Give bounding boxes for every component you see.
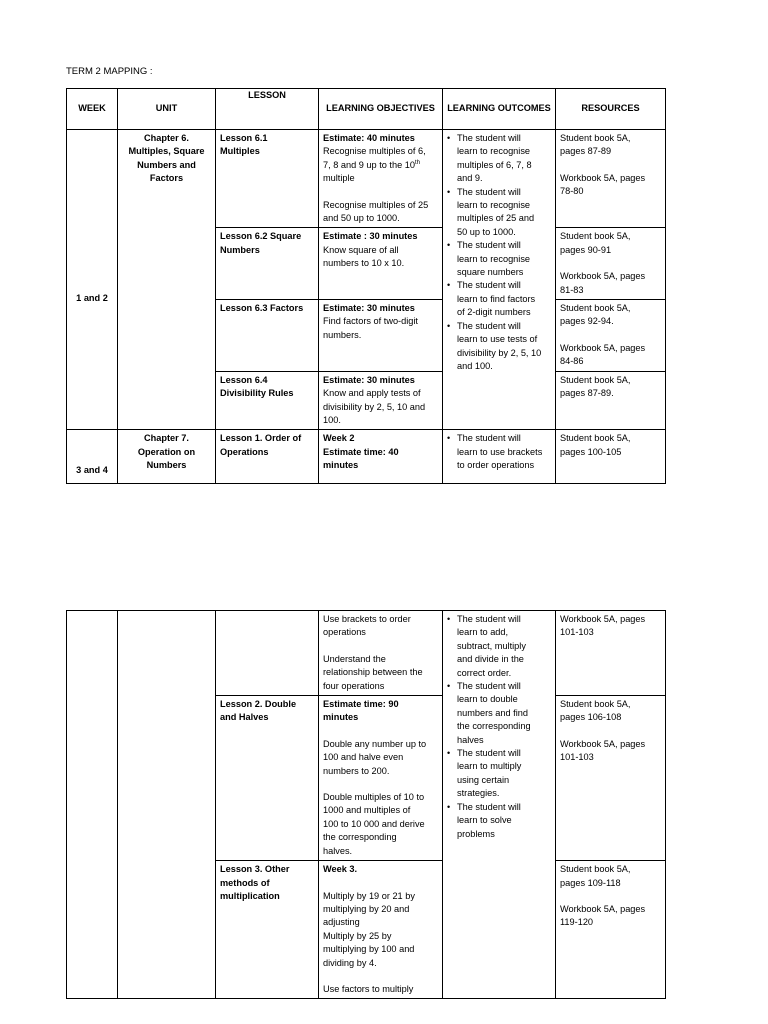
lesson-cell (216, 611, 319, 696)
lesson-cell: Lesson 6.3 Factors (216, 300, 319, 372)
header-resources: RESOURCES (556, 89, 666, 130)
objectives-cell: Estimate time: 90 minutes Double any number up to 100 and halve even numbers to 200. Double multiples of 10 to 1000 and multiples of 100 to 10 000 and derive the corresponding halves. (319, 696, 443, 861)
resources-cell: Student book 5A, pages 87-89. (556, 371, 666, 430)
header-week: WEEK (67, 89, 118, 130)
header-unit: UNIT (118, 89, 216, 130)
list-item: • The student will learn to recognise multiples of 6, 7, 8 and 9. (457, 132, 551, 186)
week-cell: 1 and 2 (67, 130, 118, 430)
header-lesson: LESSON (216, 89, 319, 130)
resources-cell: Student book 5A, pages 87-89 Workbook 5A, pages 78-80 (556, 130, 666, 228)
unit-cell (118, 611, 216, 999)
outcomes-cell (443, 611, 556, 999)
header-objectives: LEARNING OBJECTIVES (319, 89, 443, 130)
outcomes-cell (443, 430, 556, 484)
list-item: • The student will learn to add, subtract, multiply and divide in the correct order. (457, 613, 551, 680)
lesson-cell: Lesson 2. Double and Halves (216, 696, 319, 861)
outcomes-cell (443, 130, 556, 430)
table-row (67, 430, 666, 484)
unit-cell: Chapter 7. Operation on Numbers (118, 430, 216, 484)
list-item: • The student will learn to solve problems (457, 801, 551, 841)
lesson-cell: Lesson 6.1 Multiples (216, 130, 319, 228)
week-cell: 3 and 4 (67, 430, 118, 484)
objectives-cell: Use brackets to order operations Understand the relationship between the four operations (319, 611, 443, 696)
objectives-cell: Week 2 Estimate time: 40 minutes (319, 430, 443, 484)
continuation-table (66, 610, 666, 999)
resources-cell: Student book 5A, pages 109-118 Workbook 5A, pages 119-120 (556, 861, 666, 999)
resources-cell: Student book 5A, pages 92-94. Workbook 5A, pages 84-86 (556, 300, 666, 372)
lesson-cell: Lesson 1. Order of Operations (216, 430, 319, 484)
list-item: • The student will learn to find factors of 2-digit numbers (457, 279, 551, 319)
list-item: • The student will learn to recognise multiples of 25 and 50 up to 1000. (457, 186, 551, 240)
lesson-cell: Lesson 6.4 Divisibility Rules (216, 371, 319, 430)
list-item: • The student will learn to multiply using certain strategies. (457, 747, 551, 801)
list-item: • The student will learn to recognise square numbers (457, 239, 551, 279)
objectives-cell: Estimate: 30 minutes Find factors of two-digit numbers. (319, 300, 443, 372)
table-row (67, 130, 666, 228)
week-cell (67, 611, 118, 999)
unit-cell: Chapter 6. Multiples, Square Numbers and Factors (118, 130, 216, 430)
objectives-cell: Estimate: 30 minutes Know and apply tests of divisibility by 2, 5, 10 and 100. (319, 371, 443, 430)
term-mapping-table (66, 88, 666, 484)
objectives-cell: Estimate: 40 minutes Recognise multiples of 6, 7, 8 and 9 up to the 10th multiple Recognise multiples of 25 and 50 up to 1000. (319, 130, 443, 228)
list-item: • The student will learn to use tests of divisibility by 2, 5, 10 and 100. (457, 320, 551, 374)
list-item: • The student will learn to double numbers and find the corresponding halves (457, 680, 551, 747)
list-item: • The student will learn to use brackets to order operations (457, 432, 551, 472)
header-row (67, 89, 666, 130)
resources-cell: Student book 5A, pages 100-105 (556, 430, 666, 484)
lesson-cell: Lesson 6.2 Square Numbers (216, 228, 319, 300)
objectives-cell: Week 3. Multiply by 19 or 21 by multiplying by 20 and adjusting Multiply by 25 by multiplying by 100 and dividing by 4. Use factors to multiply (319, 861, 443, 999)
objectives-cell: Estimate : 30 minutes Know square of all numbers to 10 x 10. (319, 228, 443, 300)
lesson-cell: Lesson 3. Other methods of multiplication (216, 861, 319, 999)
table-row (67, 611, 666, 696)
resources-cell: Student book 5A, pages 90-91 Workbook 5A, pages 81-83 (556, 228, 666, 300)
resources-cell: Workbook 5A, pages 101-103 (556, 611, 666, 696)
page-heading: TERM 2 MAPPING : (66, 66, 153, 77)
header-outcomes: LEARNING OUTCOMES (443, 89, 556, 130)
resources-cell: Student book 5A, pages 106-108 Workbook 5A, pages 101-103 (556, 696, 666, 861)
